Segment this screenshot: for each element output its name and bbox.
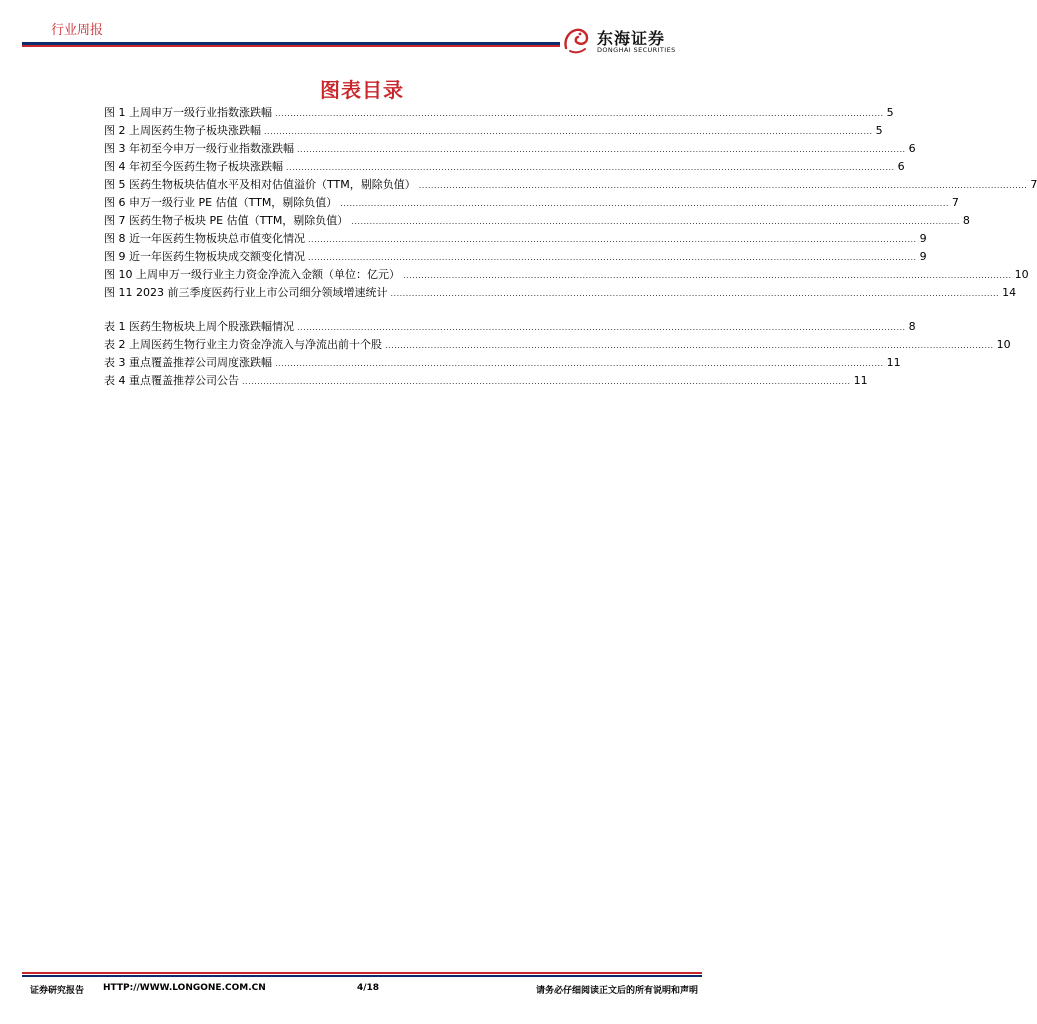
footer-disclaimer: 请务必仔细阅读正文后的所有说明和声明 [535,986,698,996]
toc-entry-page[interactable]: 8 [962,214,970,227]
figure-toc-entry[interactable] [104,212,970,230]
figure-toc-entry[interactable] [104,284,1017,302]
toc-entry-label[interactable]: 图 1 上周申万一级行业指数涨跌幅 [104,106,272,119]
table-toc-entry[interactable] [104,354,901,372]
footer-divider-accent [22,972,702,974]
header-divider-accent [22,45,560,47]
toc-entry-label[interactable]: 图 5 医药生物板块估值水平及相对估值溢价（TTM，剔除负值） [104,178,416,191]
toc-entry-page[interactable]: 11 [886,356,901,369]
toc-entry-label[interactable]: 图 8 近一年医药生物板块总市值变化情况 [104,232,305,245]
toc-entry-label[interactable]: 图 3 年初至今申万一级行业指数涨跌幅 [104,142,294,155]
toc-entry-page[interactable]: 14 [1002,286,1017,299]
toc-leader-dots: ........................................................................................................................................................................................................ [418,181,1028,190]
toc-leader-dots: ........................................................................................................................................................................................................ [403,271,1012,280]
table-toc-entry[interactable] [104,318,916,336]
figure-toc-entry[interactable] [104,266,1029,284]
footer-website-link[interactable]: HTTP://WWW.LONGONE.COM.CN [103,983,266,993]
table-list [104,318,1011,390]
footer-report-type: 证券研究报告 [30,986,85,996]
toc-entry-page[interactable]: 9 [919,232,927,245]
toc-entry-page[interactable]: 9 [919,250,927,263]
toc-entry-label[interactable]: 表 4 重点覆盖推荐公司公告 [104,374,239,387]
table-toc-entry[interactable] [104,336,1011,354]
toc-leader-dots: ........................................................................................................................................................................................................ [308,253,917,262]
report-type-label: 行业周报 [51,23,104,38]
figure-toc-entry[interactable] [104,176,1037,194]
toc-leader-dots: ........................................................................................................................................................................................................ [340,199,949,208]
page-title: 图表目录 [320,78,404,102]
figure-toc-entry[interactable] [104,230,927,248]
figure-toc-entry[interactable] [104,194,959,212]
toc-leader-dots: ........................................................................................................................................................................................................ [351,217,960,226]
toc-entry-page[interactable]: 5 [886,106,894,119]
logo-chinese-name: 东海证券 [597,29,666,48]
toc-leader-dots: ........................................................................................................................................................................................................ [297,145,906,154]
company-logo [560,22,710,58]
toc-entry-label[interactable]: 图 4 年初至今医药生物子板块涨跌幅 [104,160,283,173]
toc-entry-page[interactable]: 6 [908,142,916,155]
figure-toc-entry[interactable] [104,248,927,266]
toc-leader-dots: ........................................................................................................................................................................................................ [275,109,884,118]
footer-divider [22,975,702,977]
toc-entry-page[interactable]: 10 [996,338,1011,351]
figure-toc-entry[interactable] [104,104,894,122]
logo-english-name: DONGHAI SECURITIES [597,46,676,54]
toc-leader-dots: ........................................................................................................................................................................................................ [275,359,884,368]
toc-entry-page[interactable]: 7 [951,196,959,209]
table-toc-entry[interactable] [104,372,868,390]
toc-leader-dots: ........................................................................................................................................................................................................ [308,235,917,244]
toc-leader-dots: ........................................................................................................................................................................................................ [390,289,1000,298]
toc-entry-page[interactable]: 7 [1030,178,1037,191]
figure-list [104,104,1037,302]
toc-leader-dots: ........................................................................................................................................................................................................ [286,163,895,172]
toc-entry-label[interactable]: 图 7 医药生物子板块 PE 估值（TTM，剔除负值） [104,214,349,227]
toc-entry-page[interactable]: 6 [897,160,905,173]
toc-entry-page[interactable]: 11 [853,374,868,387]
toc-entry-label[interactable]: 表 2 上周医药生物行业主力资金净流入与净流出前十个股 [104,338,382,351]
toc-entry-label[interactable]: 图 6 申万一级行业 PE 估值（TTM，剔除负值） [104,196,338,209]
toc-entry-label[interactable]: 图 11 2023 前三季度医药行业上市公司细分领域增速统计 [104,286,388,299]
toc-entry-label[interactable]: 表 3 重点覆盖推荐公司周度涨跌幅 [104,356,272,369]
page-number: 4/18 [357,983,380,993]
toc-entry-label[interactable]: 图 2 上周医药生物子板块涨跌幅 [104,124,261,137]
figure-toc-entry[interactable] [104,140,916,158]
toc-entry-label[interactable]: 图 10 上周申万一级行业主力资金净流入金额（单位：亿元） [104,268,400,281]
toc-leader-dots: ........................................................................................................................................................................................................ [242,377,851,386]
toc-entry-label[interactable]: 表 1 医药生物板块上周个股涨跌幅情况 [104,320,294,333]
figure-toc-entry[interactable] [104,122,883,140]
toc-entry-page[interactable]: 8 [908,320,916,333]
toc-leader-dots: ........................................................................................................................................................................................................ [297,323,906,332]
toc-leader-dots: ........................................................................................................................................................................................................ [264,127,873,136]
toc-entry-page[interactable]: 10 [1014,268,1029,281]
dragon-logo-icon [560,24,592,56]
toc-entry-page[interactable]: 5 [875,124,883,137]
toc-leader-dots: ........................................................................................................................................................................................................ [385,341,994,350]
figure-toc-entry[interactable] [104,158,905,176]
toc-entry-label[interactable]: 图 9 近一年医药生物板块成交额变化情况 [104,250,305,263]
